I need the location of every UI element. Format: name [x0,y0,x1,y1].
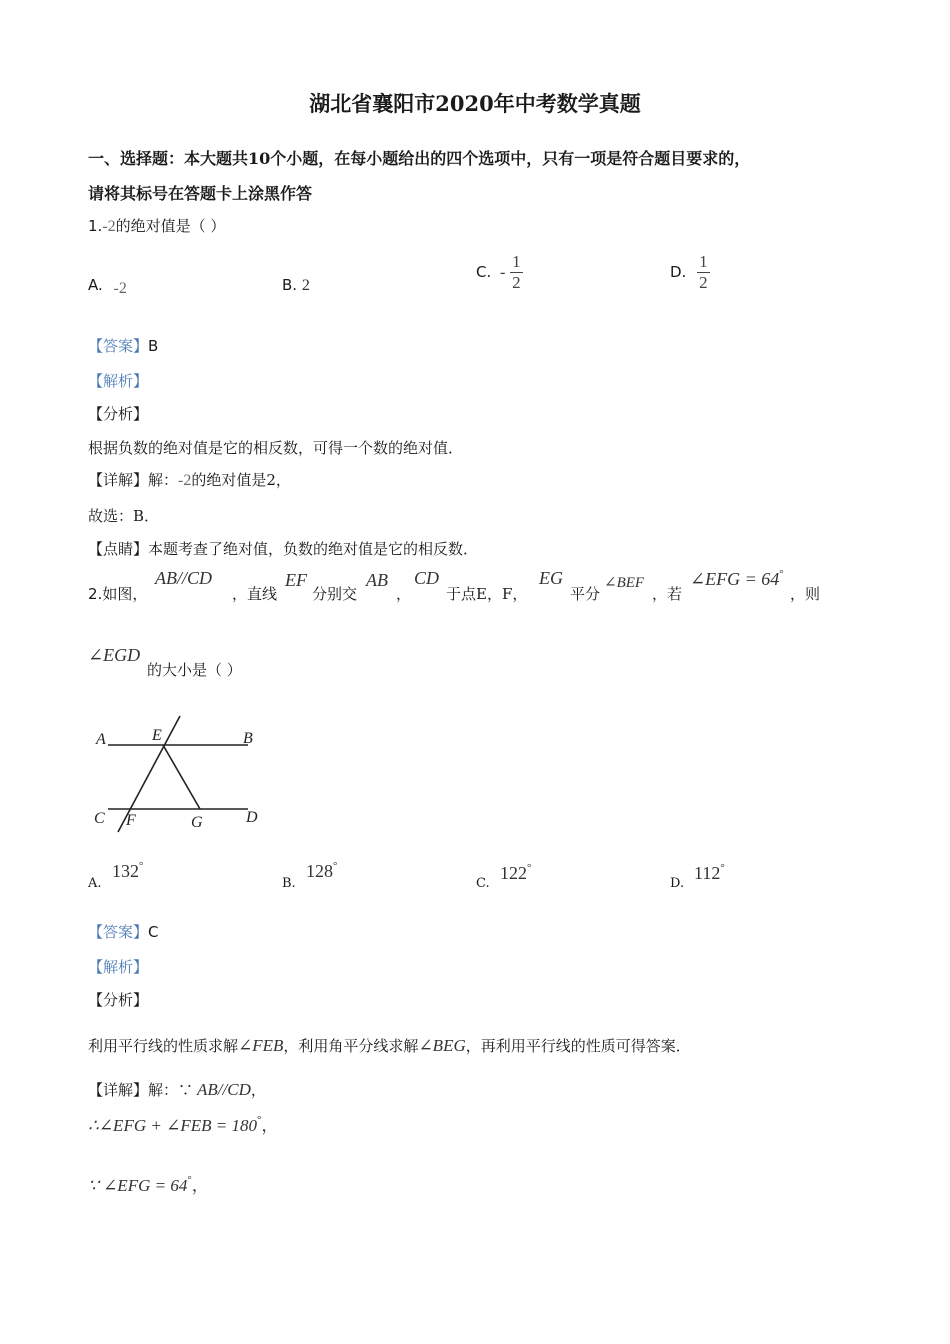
math-minus-two: -2 [102,218,116,235]
math-ef: EF [285,570,307,590]
q2-detail-line2: ∴∠EFG + ∠FEB = 180°， [88,1114,279,1135]
q2-option-d-label: D. [670,876,685,891]
q1-jiexi-tag: 【解析】 [88,372,149,390]
q2-option-c-label: C. [476,876,490,891]
q2-number: 2.如图， [88,585,148,603]
q2-detail-line3: ∵ ∠EFG = 64°， [88,1174,209,1195]
stem-text: 分别交 [312,585,358,603]
answer-value: C [148,923,159,941]
math-ab: AB [366,570,388,590]
section-heading-line1: 一、选择题：本大题共10个小题，在每小题给出的四个选项中，只有一项是符合题目要求的， [88,149,751,168]
q2-option-b-label: B. [282,876,296,891]
q1-fenxi-text: 根据负数的绝对值是它的相反数，可得一个数的绝对值． [88,439,464,457]
q1-detail: 【详解】解：-2的绝对值是2， [88,471,291,489]
stem-text: ，直线 [232,585,278,603]
section-heading-line2: 请将其标号在答题卡上涂黑作答 [88,184,313,203]
q1-option-b [282,276,310,295]
answer-tag: 【答案】 [88,923,149,941]
stem-text: 的大小是（ ） [147,661,242,679]
q2-answer [88,921,159,942]
q1-option-d [670,252,710,293]
q2-option-c-value: 122° [500,862,532,883]
stem-text: ， [396,585,412,603]
stem-text: ，若 [652,585,683,603]
q1-option-a [88,276,127,295]
q2-fenxi-text: 利用平行线的性质求解∠FEB，利用角平分线求解∠BEG，再利用平行线的性质可得答案． [88,1036,691,1055]
label-f: F [126,812,136,829]
label-b: B [243,730,253,747]
label-c: C [94,810,105,827]
q2-option-a-value: 132° [112,860,144,881]
option-label: B. [282,276,298,294]
math-angle-egd: ∠EGD [88,645,141,665]
label-g: G [191,814,203,831]
page-title: 湖北省襄阳市2020年中考数学真题 [309,91,641,116]
option-label: A. [88,276,103,294]
q2-option-b-value: 128° [306,860,338,881]
option-sign: - [500,264,506,281]
math-angle-bef: ∠BEF [604,575,645,591]
segment-eg [163,745,200,809]
q1-fenxi-tag: 【分析】 [88,405,149,423]
math-angle-efg-64: ∠EFG = 64° [690,568,784,589]
q2-jiexi-tag: 【解析】 [88,958,149,976]
stem-text: ，则 [790,585,821,603]
option-value: 2 [301,277,310,294]
question-number: 1. [88,217,103,235]
q1-option-c [476,252,523,293]
question-1-stem [88,215,225,236]
label-e: E [152,727,162,744]
option-value: -2 [113,280,127,297]
fraction: $\frac{1}{2}$ [699,252,708,292]
answer-tag: 【答案】 [88,337,149,355]
option-label: D. [670,263,687,281]
q2-option-a-label: A. [88,876,102,891]
q1-choose: 故选：B． [88,507,160,525]
label-d: D [246,809,258,826]
math-cd: CD [414,568,440,588]
stem-text: 的绝对值是（ ） [115,217,226,235]
parallel-lines-figure [88,712,268,837]
fraction: $\frac{1}{2}$ [512,252,521,292]
stem-text: 于点E，F， [446,585,528,603]
answer-value: B [148,337,159,355]
q2-detail-line1: 【详解】解：∵ AB//CD， [88,1080,266,1099]
math-ab-parallel-cd: AB//CD [155,568,212,588]
q1-answer [88,335,158,356]
label-a: A [96,731,106,748]
q2-fenxi-tag: 【分析】 [88,991,149,1009]
math-eg: EG [539,568,563,588]
option-label: C. [476,263,492,281]
stem-text: 平分 [570,585,601,603]
q2-option-d-value: 112° [694,862,725,883]
q1-comment: 【点睛】本题考查了绝对值，负数的绝对值是它的相反数． [88,540,479,558]
